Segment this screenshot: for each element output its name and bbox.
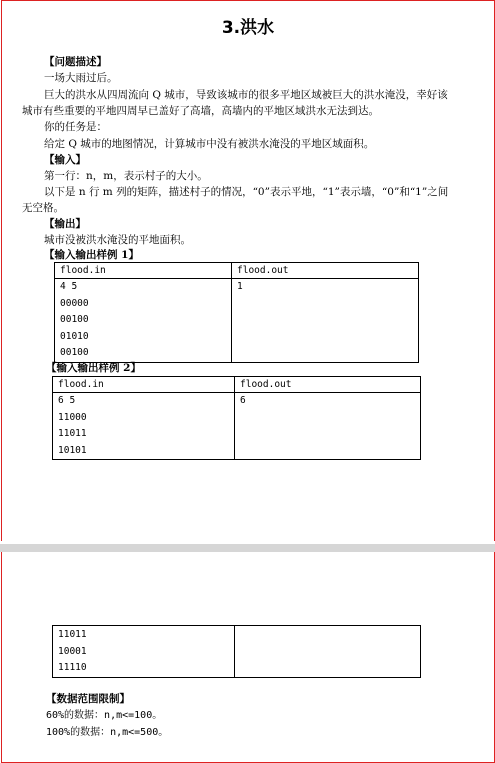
input-line-1: 第一行：n，m，表示村子的大小。 [44,170,208,182]
limits-line-1: 60%的数据：n,m<=100。 [46,710,163,721]
document-page-1 [1,0,495,541]
output-line-1: 城市没被洪水淹没的平地面积。 [44,234,191,246]
limits-line-2: 100%的数据：n,m<=500。 [46,727,169,738]
sample1-out-line: 1 [237,281,243,292]
sample2-table-continued [52,625,421,678]
sample2-in-line: 11011 [58,428,87,439]
sample1-heading: 【输入输出样例 1】 [44,249,139,261]
sample2-out-cell [235,393,421,460]
sample1-in-cell [55,279,232,363]
sample1-out-header: flood.out [232,263,419,279]
sample2-header-row [53,377,421,393]
problem-line-1: 一场大雨过后。 [44,72,118,84]
sample2-in-header: flood.in [53,377,235,393]
problem-para-1a: 巨大的洪水从四周流向 Q 城市，导致该城市的很多平地区域被巨大的洪水淹没，幸好该 [44,89,448,101]
document-page-2 [1,552,495,763]
task-detail: 给定 Q 城市的地图情况，计算城市中没有被洪水淹没的平地区域面积。 [44,138,375,150]
sample1-table [54,262,419,363]
sample1-in-header: flood.in [55,263,232,279]
page-title: 3.洪水 [221,18,275,38]
input-heading: 【输入】 [44,154,86,166]
task-label: 你的任务是： [44,121,107,133]
problem-para-1b: 城市有些重要的平地四周早已盖好了高墙，高墙内的平地区域洪水无法到达。 [22,105,379,117]
sample1-in-line: 00100 [60,347,89,358]
sample2-in-cell [53,393,235,460]
sample2-out-cell-cont [235,626,421,678]
sample2-in-line: 11000 [58,411,87,423]
sample2-cont-row [53,626,421,678]
sample2-out-line: 6 [240,395,246,406]
input-line-2b: 无空格。 [22,202,64,214]
sample1-data-row [55,279,419,363]
sample2-in-line: 6 5 [58,395,76,406]
sample1-in-line: 00000 [60,297,89,309]
sample1-out-cell [232,279,419,363]
input-line-2a: 以下是 n 行 m 列的矩阵，描述村子的情况，“0”表示平地，“1”表示墙，“0”和“1”之间 [44,186,449,198]
sample2-heading: 【输入输出样例 2】 [46,362,141,374]
sample2-in-line: 10001 [58,645,87,657]
sample2-out-header: flood.out [235,377,421,393]
sample2-table [52,376,421,460]
sample2-in-line: 10101 [58,444,87,456]
page-gap [0,544,495,552]
limits-heading: 【数据范围限制】 [46,693,130,705]
sample2-in-cell-cont [53,626,235,678]
output-heading: 【输出】 [44,218,86,230]
sample1-in-line: 00100 [60,314,89,325]
sample2-in-line: 11011 [58,629,87,640]
sample1-in-line: 01010 [60,330,89,342]
sample2-data-row [53,393,421,460]
sample2-in-line: 11110 [58,662,87,673]
problem-heading: 【问题描述】 [44,56,107,68]
sample1-header-row [55,263,419,279]
sample1-in-line: 4 5 [60,281,78,292]
